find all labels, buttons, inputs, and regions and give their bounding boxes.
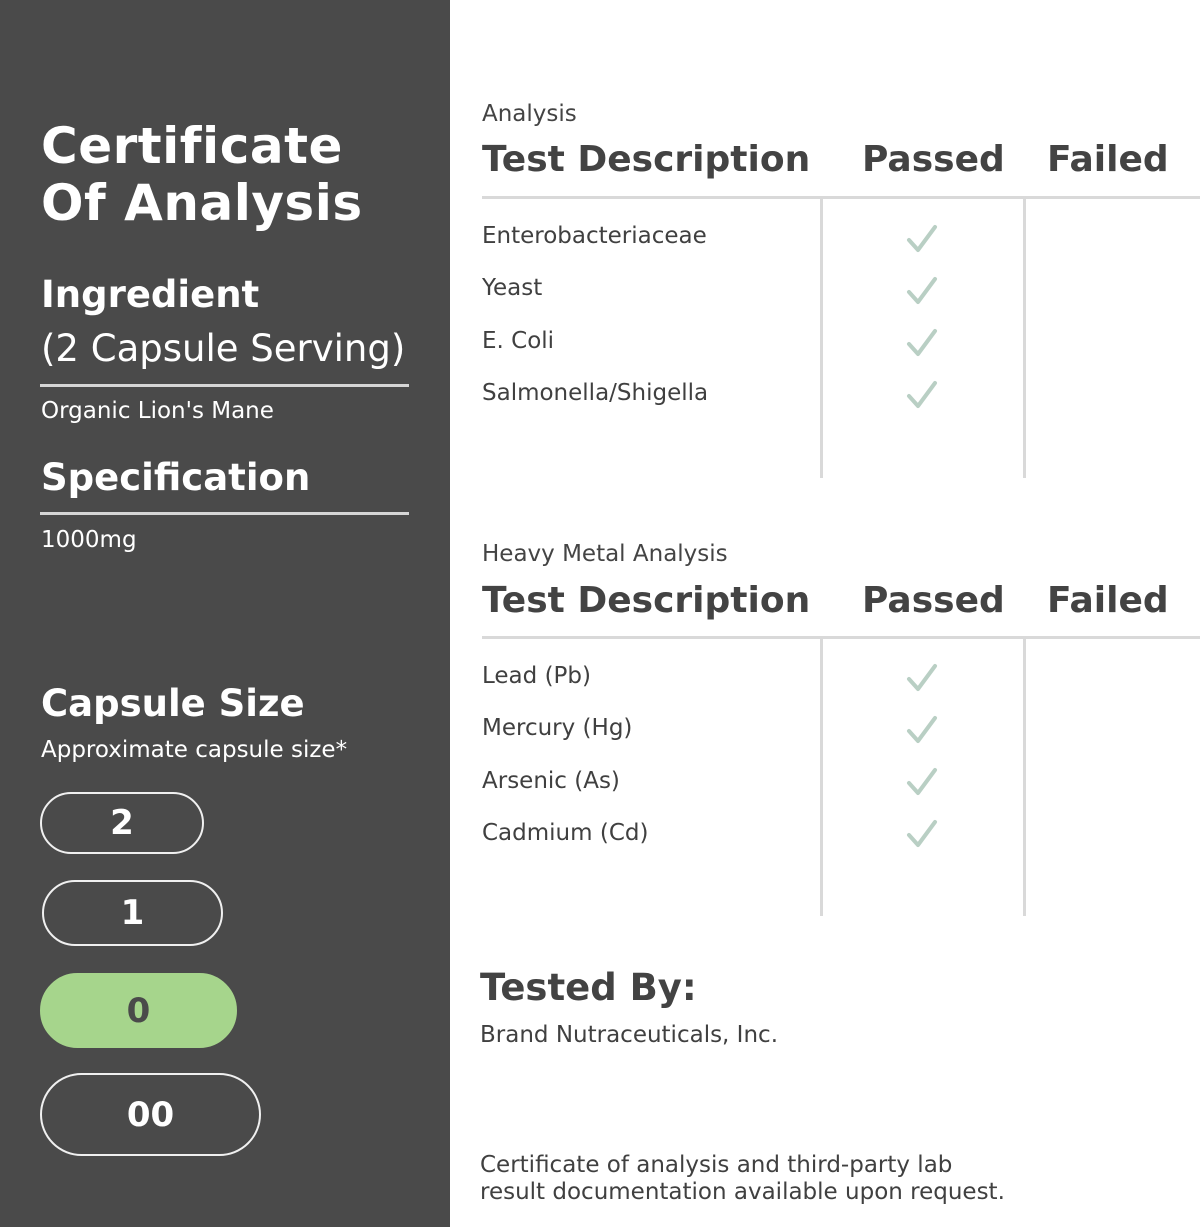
heavy-metal-row-label: Cadmium (Cd) — [482, 820, 649, 846]
check-icon — [906, 275, 938, 307]
capsule-size-heading: Capsule Size — [41, 682, 305, 725]
ingredient-divider — [40, 384, 409, 387]
heavy-metal-row-label: Arsenic (As) — [482, 768, 620, 794]
analysis-section-label: Analysis — [482, 101, 577, 127]
analysis-row-label: Yeast — [482, 275, 543, 301]
page-title — [41, 118, 363, 232]
heavy-metal-header-divider — [482, 636, 1200, 639]
footnote — [480, 1152, 1005, 1206]
heavy-metal-row-label: Mercury (Hg) — [482, 715, 633, 741]
capsule-size-label: 0 — [126, 990, 151, 1031]
title-line-1: Certificate — [41, 117, 343, 175]
serving-heading: (2 Capsule Serving) — [41, 327, 406, 370]
capsule-size-label: 1 — [120, 893, 145, 933]
analysis-row-label: E. Coli — [482, 328, 555, 354]
title-line-2: Of Analysis — [41, 174, 363, 232]
check-icon — [906, 662, 938, 694]
footnote-line-1: Certificate of analysis and third-party lab — [480, 1152, 953, 1178]
capsule-size-0 — [40, 973, 237, 1048]
analysis-header-passed: Passed — [862, 139, 1005, 180]
specification-divider — [40, 512, 409, 515]
tested-by-value: Brand Nutraceuticals, Inc. — [480, 1022, 779, 1048]
footnote-line-2: result documentation available upon request. — [480, 1179, 1005, 1205]
analysis-header-divider — [482, 196, 1200, 199]
heavy-metal-header-passed: Passed — [862, 580, 1005, 621]
heavy-metal-header-description: Test Description — [482, 580, 811, 621]
analysis-column-divider — [820, 198, 823, 478]
check-icon — [906, 766, 938, 798]
capsule-size-subtitle: Approximate capsule size* — [41, 737, 348, 763]
check-icon — [906, 223, 938, 255]
check-icon — [906, 818, 938, 850]
analysis-row-label: Salmonella/Shigella — [482, 380, 709, 406]
heavy-metal-row-label: Lead (Pb) — [482, 663, 591, 689]
analysis-header-description: Test Description — [482, 139, 811, 180]
capsule-size-2 — [40, 792, 204, 854]
check-icon — [906, 327, 938, 359]
capsule-size-1 — [42, 880, 223, 946]
heavy-metal-header-failed: Failed — [1047, 580, 1169, 621]
specification-value: 1000mg — [41, 527, 137, 553]
capsule-size-label: 2 — [110, 803, 134, 843]
ingredient-value: Organic Lion's Mane — [41, 398, 274, 424]
capsule-size-00 — [40, 1073, 261, 1156]
ingredient-heading: Ingredient — [41, 273, 260, 316]
check-icon — [906, 714, 938, 746]
analysis-row-label: Enterobacteriaceae — [482, 223, 707, 249]
capsule-size-label: 00 — [126, 1094, 175, 1135]
left-panel — [0, 0, 450, 1227]
analysis-column-divider — [1023, 198, 1026, 478]
analysis-header-failed: Failed — [1047, 139, 1169, 180]
heavy-metal-section-label: Heavy Metal Analysis — [482, 541, 728, 567]
check-icon — [906, 379, 938, 411]
tested-by-heading: Tested By: — [480, 966, 697, 1009]
heavy-metal-column-divider — [820, 638, 823, 916]
specification-heading: Specification — [41, 456, 311, 499]
heavy-metal-column-divider — [1023, 638, 1026, 916]
